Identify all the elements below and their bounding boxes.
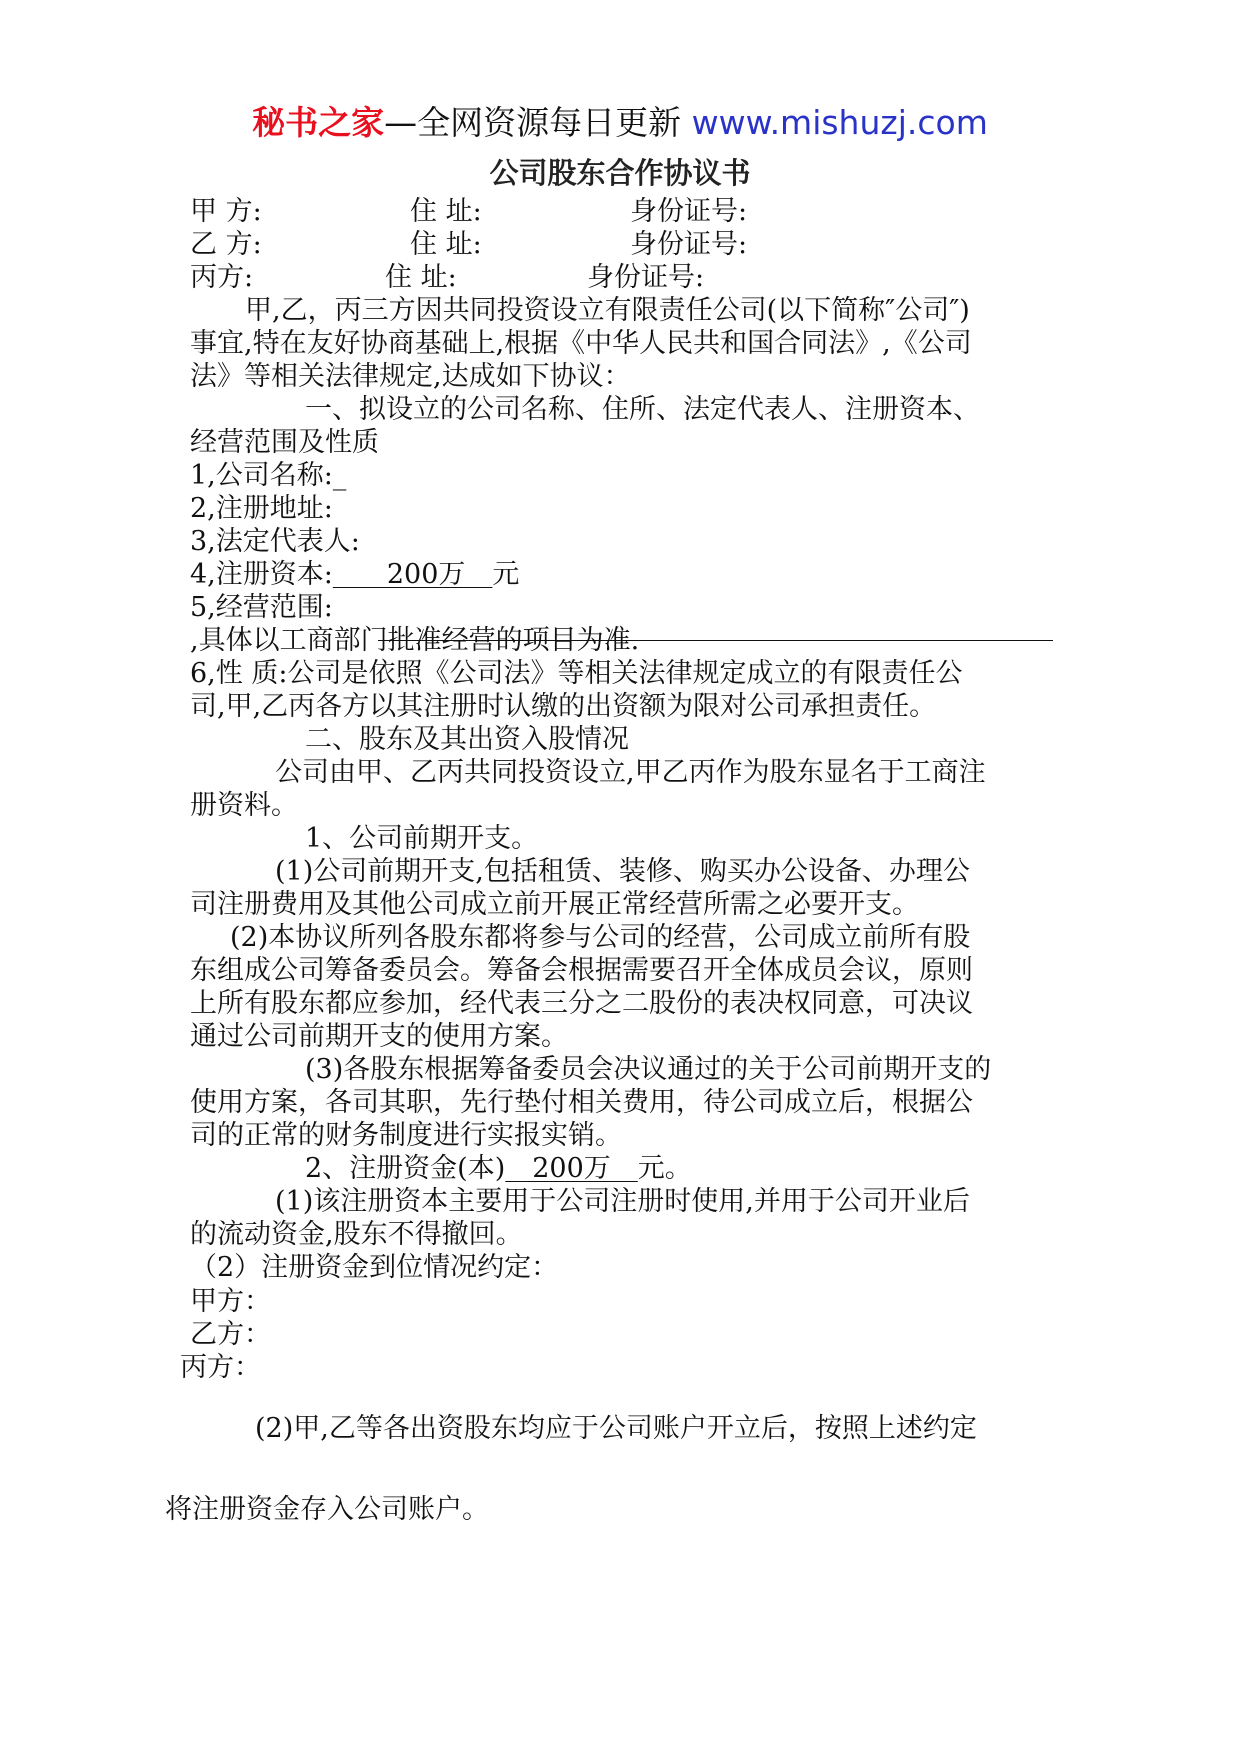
section1-heading: 一、拟设立的公司名称、住所、法定代表人、注册资本、 bbox=[305, 394, 980, 425]
section2-heading: 二、股东及其出资入股情况 bbox=[305, 724, 629, 755]
funds-party-a: 甲方： bbox=[190, 1286, 271, 1317]
site-header bbox=[0, 101, 1240, 145]
paragraph-line: (3)各股东根据筹备委员会决议通过的关于公司前期开支的 bbox=[305, 1054, 992, 1085]
paragraph-line: 上所有股东都应参加，经代表三分之二股份的表决权同意，可决议 bbox=[190, 988, 973, 1019]
paragraph-line: (2)本协议所列各股东都将参与公司的经营，公司成立前所有股 bbox=[230, 922, 971, 953]
item-legal-representative: 3,法定代表人: bbox=[190, 526, 360, 557]
registered-capital-amount: 200万 bbox=[332, 559, 493, 590]
item-nature-cont: 司,甲,乙丙各方以其注册时认缴的出资额为限对公司承担责任。 bbox=[190, 691, 937, 722]
business-scope-note: ,具体以工商部门批准经营的项目为准. bbox=[190, 625, 640, 656]
party-c-id: 身份证号: bbox=[587, 262, 705, 293]
preamble-line: 法》等相关法律规定,达成如下协议： bbox=[190, 361, 631, 392]
party-a-label: 甲 方: bbox=[190, 196, 262, 227]
paragraph-line: 的流动资金,股东不得撤回。 bbox=[190, 1219, 523, 1250]
funds-party-b: 乙方： bbox=[190, 1319, 271, 1350]
section1-heading-cont: 经营范围及性质 bbox=[190, 427, 379, 458]
item-registered-capital bbox=[190, 558, 519, 592]
party-c-address: 住 址: bbox=[385, 262, 457, 293]
site-url-link[interactable]: www.mishuzj.com bbox=[691, 103, 988, 142]
party-b-id: 身份证号: bbox=[630, 229, 748, 260]
subsection-preliminary-expenses: 1、公司前期开支。 bbox=[305, 823, 539, 854]
registered-capital-unit: 元 bbox=[492, 559, 520, 590]
registered-funds-amount: 200万 bbox=[505, 1153, 638, 1184]
party-b-address: 住 址: bbox=[410, 229, 482, 260]
funds-party-c: 丙方： bbox=[180, 1352, 261, 1383]
paragraph-line: 司的正常的财务制度进行实报实销。 bbox=[190, 1120, 622, 1151]
registered-funds-label: 2、注册资金(本) bbox=[305, 1153, 506, 1184]
subsection-registered-funds bbox=[305, 1152, 692, 1186]
paragraph-line: 使用方案，各司其职，先行垫付相关费用，待公司成立后，根据公 bbox=[190, 1087, 973, 1118]
party-a-id: 身份证号: bbox=[630, 196, 748, 227]
item-business-scope: 5,经营范围: bbox=[190, 592, 333, 623]
paragraph-line: 通过公司前期开支的使用方案。 bbox=[190, 1021, 568, 1052]
party-a-address: 住 址: bbox=[410, 196, 482, 227]
header-slogan: —全网资源每日更新 bbox=[384, 103, 682, 142]
party-c-label: 丙方: bbox=[190, 262, 254, 293]
item-registered-capital-label: 4,注册资本: bbox=[190, 559, 333, 590]
paragraph-line: 将注册资金存入公司账户。 bbox=[165, 1494, 489, 1525]
funds-arrangement-heading: （2）注册资金到位情况约定： bbox=[190, 1252, 559, 1283]
section2-intro-cont: 册资料。 bbox=[190, 790, 298, 821]
paragraph-line: 司注册费用及其他公司成立前开展正常经营所需之必要开支。 bbox=[190, 889, 919, 920]
paragraph-line: (1)该注册资本主要用于公司注册时使用,并用于公司开业后 bbox=[275, 1186, 970, 1217]
item-nature: 6,性 质:公司是依照《公司法》等相关法律规定成立的有限责任公 bbox=[190, 658, 963, 689]
item-registered-address: 2,注册地址: bbox=[190, 493, 333, 524]
paragraph-line: (2)甲,乙等各出资股东均应于公司账户开立后，按照上述约定 bbox=[255, 1413, 977, 1444]
preamble-line: 甲,乙，丙三方因共同投资设立有限责任公司(以下简称″公司″) bbox=[245, 295, 970, 326]
paragraph-line: (1)公司前期开支,包括租赁、装修、购买办公设备、办理公 bbox=[275, 856, 970, 887]
item-company-name: 1,公司名称:_ bbox=[190, 460, 347, 491]
preamble-line: 事宜,特在友好协商基础上,根据《中华人民共和国合同法》,《公司 bbox=[190, 328, 972, 359]
brand-name: 秘书之家 bbox=[252, 103, 385, 142]
registered-funds-unit: 元。 bbox=[637, 1153, 692, 1184]
paragraph-line: 东组成公司筹备委员会。筹备会根据需要召开全体成员会议，原则 bbox=[190, 955, 973, 986]
party-b-label: 乙 方: bbox=[190, 229, 262, 260]
document-title: 公司股东合作协议书 bbox=[489, 156, 751, 190]
section2-intro: 公司由甲、乙丙共同投资设立,甲乙丙作为股东显名于工商注 bbox=[275, 757, 986, 788]
